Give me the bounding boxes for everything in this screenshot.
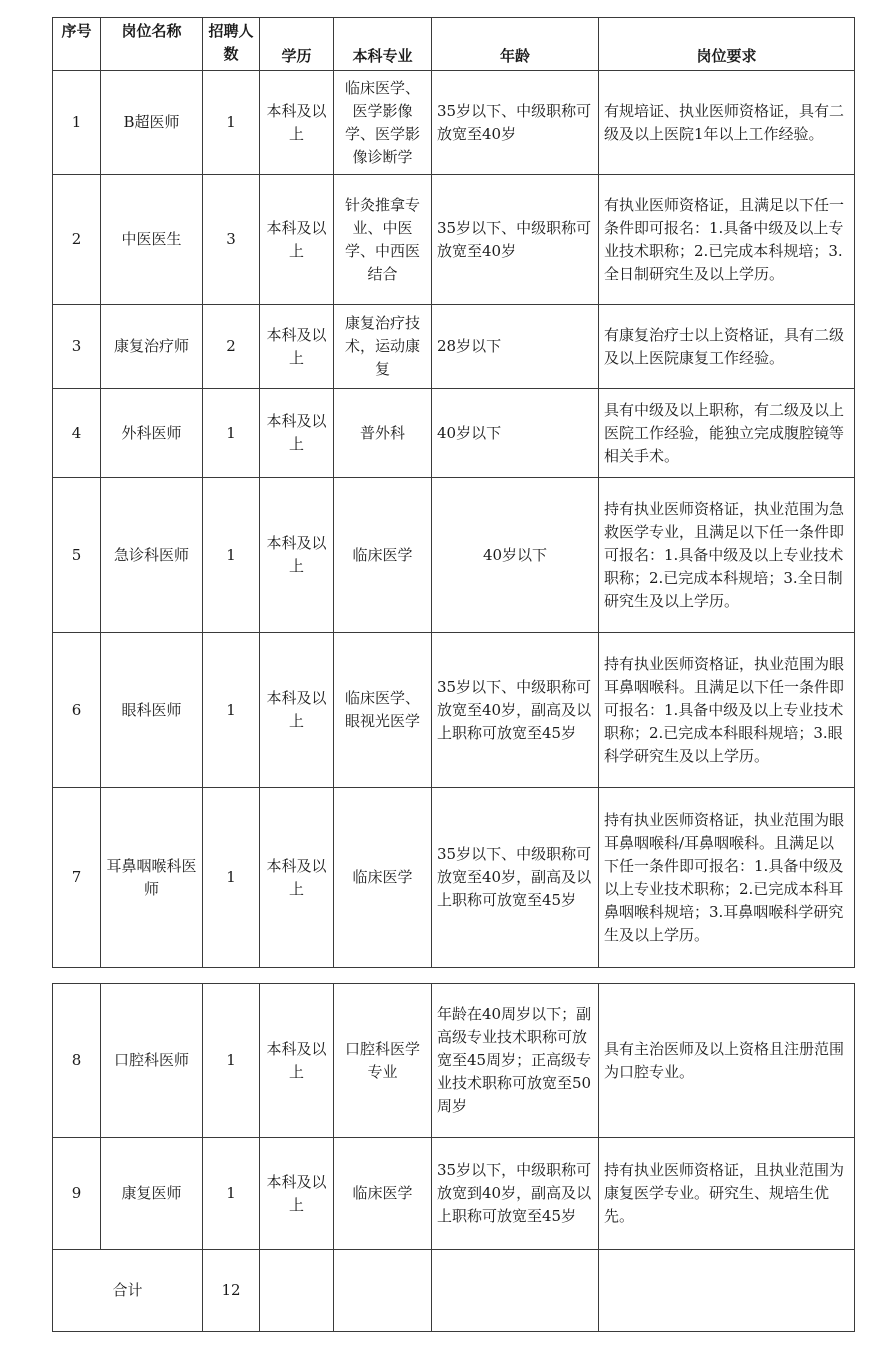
cell-no: 2 (53, 175, 101, 305)
cell-edu: 本科及以上 (260, 633, 334, 788)
cell-edu: 本科及以上 (260, 389, 334, 478)
cell-req: 具有中级及以上职称，有二级及以上医院工作经验，能独立完成腹腔镜等相关手术。 (599, 389, 855, 478)
cell-major: 临床医学 (334, 478, 432, 633)
header-major: 本科专业 (334, 18, 432, 71)
cell-no: 4 (53, 389, 101, 478)
cell-name: 口腔科医师 (101, 984, 203, 1138)
cell-req: 有规培证、执业医师资格证，具有二级及以上医院1年以上工作经验。 (599, 71, 855, 175)
cell-name: 康复治疗师 (101, 305, 203, 389)
recruitment-table-part-2 (52, 983, 855, 1332)
total-label: 合计 (53, 1250, 203, 1332)
cell-name: 耳鼻咽喉科医师 (101, 788, 203, 968)
cell-no: 5 (53, 478, 101, 633)
cell-req: 持有执业医师资格证，执业范围为眼耳鼻咽喉科/耳鼻咽喉科。且满足以下任一条件即可报名：1.具备中级及以上专业技术职称；2.已完成本科耳鼻咽喉科规培；3.耳鼻咽喉科学研究生及以上学历。 (599, 788, 855, 968)
cell-major: 针灸推拿专业、中医学、中西医结合 (334, 175, 432, 305)
cell-req: 持有执业医师资格证，执业范围为急救医学专业，且满足以下任一条件即可报名：1.具备中级及以上专业技术职称；2.已完成本科规培；3.全日制研究生及以上学历。 (599, 478, 855, 633)
cell-edu: 本科及以上 (260, 1138, 334, 1250)
total-row (53, 1250, 855, 1332)
total-count: 12 (203, 1250, 260, 1332)
cell-age: 35岁以下、中级职称可放宽至40岁 (432, 175, 599, 305)
cell-edu: 本科及以上 (260, 478, 334, 633)
cell-edu: 本科及以上 (260, 984, 334, 1138)
total-empty-cell (432, 1250, 599, 1332)
cell-name: 外科医师 (101, 389, 203, 478)
table-row (53, 478, 855, 633)
cell-name: 急诊科医师 (101, 478, 203, 633)
cell-name: B超医师 (101, 71, 203, 175)
table-row (53, 305, 855, 389)
cell-count: 1 (203, 788, 260, 968)
table-row (53, 1138, 855, 1250)
cell-no: 1 (53, 71, 101, 175)
header-row (53, 18, 855, 71)
total-empty-cell (599, 1250, 855, 1332)
cell-name: 康复医师 (101, 1138, 203, 1250)
header-age: 年龄 (432, 18, 599, 71)
cell-count: 1 (203, 1138, 260, 1250)
cell-major: 临床医学、医学影像学、医学影像诊断学 (334, 71, 432, 175)
recruitment-table-part-1 (52, 17, 855, 968)
cell-age: 年龄在40周岁以下；副高级专业技术职称可放宽至45周岁；正高级专业技术职称可放宽至50周岁 (432, 984, 599, 1138)
cell-req: 持有执业医师资格证，执业范围为眼耳鼻咽喉科。且满足以下任一条件即可报名：1.具备中级及以上专业技术职称；2.已完成本科眼科规培；3.眼科学研究生及以上学历。 (599, 633, 855, 788)
cell-req: 有执业医师资格证，且满足以下任一条件即可报名：1.具备中级及以上专业技术职称；2.已完成本科规培；3.全日制研究生及以上学历。 (599, 175, 855, 305)
table-row (53, 71, 855, 175)
cell-name: 眼科医师 (101, 633, 203, 788)
cell-req: 有康复治疗士以上资格证，具有二级及以上医院康复工作经验。 (599, 305, 855, 389)
cell-count: 1 (203, 478, 260, 633)
cell-age: 40岁以下 (432, 389, 599, 478)
cell-count: 1 (203, 633, 260, 788)
cell-count: 1 (203, 389, 260, 478)
cell-age: 35岁以下、中级职称可放宽至40岁 (432, 71, 599, 175)
cell-edu: 本科及以上 (260, 175, 334, 305)
total-empty-cell (334, 1250, 432, 1332)
cell-major: 临床医学 (334, 788, 432, 968)
header-name: 岗位名称 (101, 18, 203, 71)
cell-no: 6 (53, 633, 101, 788)
cell-age: 35岁以下、中级职称可放宽至40岁，副高及以上职称可放宽至45岁 (432, 633, 599, 788)
cell-count: 3 (203, 175, 260, 305)
cell-edu: 本科及以上 (260, 71, 334, 175)
total-empty-cell (260, 1250, 334, 1332)
cell-age: 40岁以下 (432, 478, 599, 633)
cell-major: 临床医学 (334, 1138, 432, 1250)
header-req: 岗位要求 (599, 18, 855, 71)
cell-name: 中医医生 (101, 175, 203, 305)
cell-no: 8 (53, 984, 101, 1138)
cell-no: 9 (53, 1138, 101, 1250)
header-count: 招聘人数 (203, 18, 260, 71)
cell-count: 1 (203, 984, 260, 1138)
table-row (53, 633, 855, 788)
cell-req: 持有执业医师资格证，且执业范围为康复医学专业。研究生、规培生优先。 (599, 1138, 855, 1250)
cell-edu: 本科及以上 (260, 305, 334, 389)
cell-no: 7 (53, 788, 101, 968)
cell-major: 普外科 (334, 389, 432, 478)
cell-no: 3 (53, 305, 101, 389)
cell-req: 具有主治医师及以上资格且注册范围为口腔专业。 (599, 984, 855, 1138)
table-row (53, 788, 855, 968)
cell-major: 口腔科医学专业 (334, 984, 432, 1138)
cell-major: 临床医学、眼视光医学 (334, 633, 432, 788)
table-row (53, 984, 855, 1138)
cell-age: 35岁以下、中级职称可放宽至40岁，副高及以上职称可放宽至45岁 (432, 788, 599, 968)
cell-major: 康复治疗技术，运动康复 (334, 305, 432, 389)
cell-count: 1 (203, 71, 260, 175)
cell-age: 28岁以下 (432, 305, 599, 389)
cell-edu: 本科及以上 (260, 788, 334, 968)
cell-age: 35岁以下，中级职称可放宽到40岁，副高及以上职称可放宽至45岁 (432, 1138, 599, 1250)
table-row (53, 389, 855, 478)
table-row (53, 175, 855, 305)
cell-count: 2 (203, 305, 260, 389)
header-no: 序号 (53, 18, 101, 71)
header-edu: 学历 (260, 18, 334, 71)
